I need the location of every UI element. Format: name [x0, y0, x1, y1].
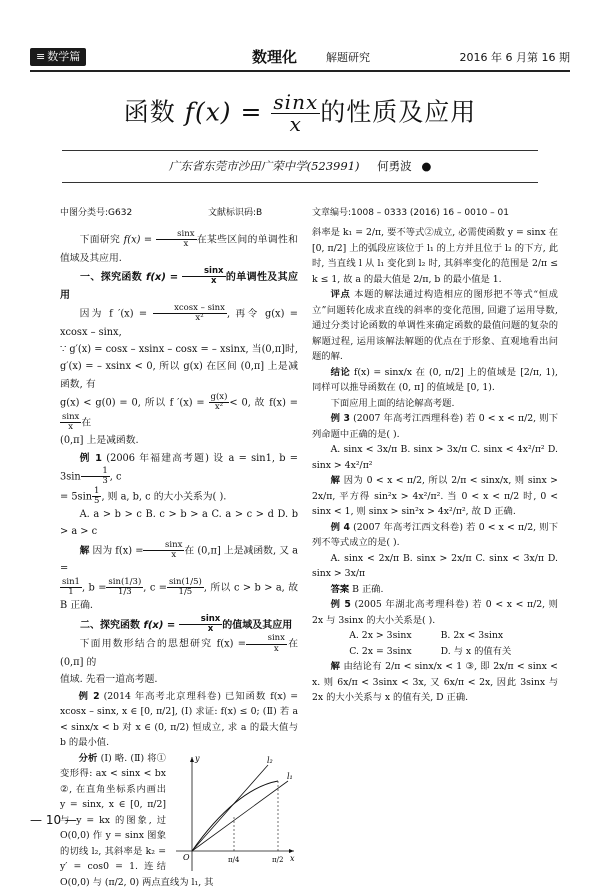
ex1-label: 例 1	[79, 452, 102, 464]
sec2-frac	[179, 615, 223, 635]
sec1p3-frac2-den: x	[68, 421, 74, 432]
sec1p1-t1: , 再令 g(x) = xcosx – sinx,	[60, 308, 298, 338]
ex1b-t1: , 则 a, b, c 的大小关系为( ).	[101, 490, 227, 502]
sec2p1-frac-den: x	[273, 643, 279, 654]
sec1p3-t0: g(x) < g(0) = 0, 所以 f ′(x) =	[60, 397, 205, 409]
sec1-frac-num: sinx	[182, 267, 226, 277]
intro-frac	[156, 230, 197, 250]
sec2-t1: 的值域及其应用	[222, 619, 293, 631]
journal-title: 数理化	[252, 48, 298, 66]
title-numerator: sinx	[273, 90, 319, 114]
sec1p1-frac-num: xcosx – sinx	[153, 304, 227, 314]
ex5-option-c: C. 2x = 3sinx	[349, 645, 412, 657]
example-4-options: A. sinx < 2x/π B. sinx > 2x/π C. sinx < 3x/π D. sinx > 3x/π	[312, 552, 558, 579]
sol1b-frac1-num: sin1	[62, 576, 80, 587]
sec1-frac-den: x	[211, 276, 217, 287]
sol1-frac-num: sinx	[143, 541, 184, 551]
label-l2: l₂	[267, 755, 273, 765]
intro-frac-num: sinx	[156, 230, 197, 240]
example-1-cont	[60, 487, 298, 507]
ex5-option-a: A. 2x > 3sinx	[349, 630, 412, 641]
sol1b-t1: , c =	[143, 582, 167, 594]
sec1-t0: 一、探究函数	[80, 271, 146, 283]
title-suffix: 的性质及应用	[320, 97, 477, 127]
sec2-paragraph-1	[60, 634, 298, 671]
sec1p3-frac2-num: sinx	[62, 411, 80, 422]
intro-frac-den: x	[183, 239, 189, 250]
ex4-label: 例 4	[330, 521, 350, 533]
ex2-text: (2014 年高考北京理科卷) 已知函数 f(x) = xcosx – sinx, x ∈ [0, π/2], (Ⅰ) 求证: f(x) ≤ 0; (Ⅱ) 若 a < sinx/x < b 对 x ∈ (0, π/2) 恒成立, 求 a 的最大值与 b 的最小值.	[60, 690, 298, 749]
sec1p1-frac	[153, 304, 227, 324]
issue-date: 2016 年 6 月第 16 期	[459, 51, 570, 64]
author-affiliation: 广东省东莞市沙田广荣中学(523991)	[168, 159, 360, 173]
label-y: y	[195, 753, 200, 763]
conclusion-label: 结论	[330, 366, 351, 378]
ex1-t0: (2006 年福建高考题) 设 a = sin1, b = 3sin	[60, 452, 298, 483]
sec1p1-frac-den: x²	[195, 313, 204, 324]
example-2	[60, 689, 298, 751]
sol1-frac	[143, 541, 184, 561]
tangent-line-l2	[192, 765, 268, 851]
sec1p1-t0: 因为 f ′(x) =	[79, 308, 148, 320]
left-column	[60, 230, 298, 890]
section-heading-1	[60, 267, 298, 304]
example-5-options-row2	[312, 644, 558, 660]
ex4-text: (2007 年高考江西文科卷) 若 0 < x < π/2, 则下列不等式成立的是( ).	[312, 521, 558, 548]
ex5-option-d: D. 与 x 的值有关	[440, 645, 512, 657]
sec2-frac-den: x	[207, 624, 214, 635]
ex3-label: 例 3	[330, 413, 350, 424]
solution-3	[312, 473, 558, 520]
conclusion-text: f(x) = sinx/x 在 (0, π/2] 上的值域是 [2/π, 1), 同样可以推导函数在 (0, π] 的值域是 [0, 1).	[312, 366, 558, 393]
tick-half-pi: π/2	[272, 855, 284, 864]
clc-number: 中图分类号:G632	[60, 208, 133, 218]
divider-bottom	[62, 182, 538, 183]
example-1	[60, 450, 298, 487]
sol5-label: 解	[330, 661, 341, 672]
article-title	[0, 92, 600, 135]
sine-curve	[192, 781, 278, 851]
sec1-paragraph-1	[60, 304, 298, 341]
title-fx: f(x) =	[184, 97, 263, 127]
sec1-paragraph-3	[60, 393, 298, 432]
intro-t1: 在某些区间的单调性和值域及其应用.	[60, 234, 298, 264]
y-axis-arrow	[190, 757, 194, 762]
analysis	[60, 751, 298, 890]
sine-figure	[170, 751, 298, 873]
solution-1	[60, 541, 298, 578]
document-code: 文献标识码:B	[208, 208, 263, 218]
sec1p3-t2: 在	[81, 416, 92, 428]
section-heading-2	[60, 615, 298, 635]
sec2p1-t0: 下面用数形结合的思想研究 f(x) =	[79, 638, 246, 650]
tick-quarter-pi: π/4	[228, 855, 240, 864]
ex1-frac1-num: 1	[81, 467, 110, 477]
ex5-label: 例 5	[330, 599, 351, 610]
sol1b-frac3-den: 1/5	[178, 587, 193, 598]
analysis-label: 分析	[78, 752, 98, 764]
ex1-frac1	[81, 467, 110, 487]
label-origin: O	[183, 852, 190, 862]
example-5	[312, 597, 558, 628]
page-number: — 10 —	[30, 813, 77, 827]
sol3-text: 因为 0 < x < π/2, 所以 2/π < sinx/x, 则 sinx > 2x/π, 平方得 sin²x > 4x²/π². 当 0 < x < π/2 时, 0 < sinx < 1, 则 sinx > sin²x > 4x²/π², 故 D 正确.	[312, 475, 558, 517]
review-text: 本题的解法通过构造相应的图形把不等式“恒成立”问题转化成求直线的斜率的变化范围, 回避了运用导数, 通过分类讨论函数的单调性来确定函数的最值问题的复杂的解题过程, 运用该解法解题的优点在于形象、直观地看出问题的解.	[312, 289, 558, 362]
answer-4	[312, 582, 558, 598]
right-paragraph-1: 斜率是 k₁ = 2/π, 要不等式②成立, 必需使函数 y = sinx 在 [0, π/2] 上的弧段应该位于 l₁ 的上方并且位于 l₂ 的下方, 此时, 当直线 l 从 l₁ 变化到 l₂ 时, 其斜率变化的范围是 2/π ≤ k ≤ 1, 故 a 的最大值是 2/π, b 的最小值是 1.	[312, 227, 558, 285]
conclusion-followup: 下面应用上面的结论解高考题.	[330, 397, 455, 409]
ex5-option-b: B. 2x < 3sinx	[440, 630, 504, 641]
example-1-options: A. a > b > c B. c > b > a C. a > c > d D. b > a > c	[60, 509, 298, 538]
example-3	[312, 411, 558, 442]
sec2p1-frac	[246, 634, 287, 654]
author-name: 何勇波	[377, 159, 412, 173]
sec1-fx: f(x) =	[145, 271, 179, 283]
author-line	[0, 158, 600, 174]
divider-top	[62, 150, 538, 151]
sec2-frac-num: sinx	[179, 615, 223, 625]
sol1b-t0: , b =	[81, 582, 107, 594]
sec2-paragraph-2: 值域. 先看一道高考题.	[60, 674, 158, 686]
sec1p3-frac1	[209, 393, 230, 413]
article-number: 文章编号:1008 – 0333 (2016) 16 – 0010 – 01	[312, 208, 509, 218]
sec2-t0: 二、探究函数	[80, 619, 144, 631]
sec2-fx: f(x) =	[143, 619, 176, 631]
sol1-t1: 在 (0,π] 上是减函数, 又 a =	[60, 545, 298, 575]
ex1b-t0: = 5sin	[60, 490, 93, 502]
section-badge: ≡ 数学篇	[30, 48, 86, 66]
intro-paragraph	[60, 230, 298, 267]
review-label: 评点	[330, 289, 351, 300]
sol1b-frac1	[60, 578, 82, 598]
sine-graph	[170, 751, 298, 873]
sol3-label: 解	[330, 475, 341, 486]
sec1p3-frac2	[60, 413, 81, 433]
solution-1-cont	[60, 578, 298, 615]
ex3-text: (2007 年高考江西理科卷) 若 0 < x < π/2, 则下列命题中正确的是( ).	[312, 413, 558, 440]
example-4	[312, 520, 558, 551]
bullet-icon: ●	[421, 159, 432, 173]
title-denominator: x	[289, 112, 302, 136]
sol1-label: 解	[79, 545, 90, 557]
intro-fx: f(x) =	[123, 234, 153, 246]
ex2-label: 例 2	[78, 690, 100, 702]
sec2p1-t1: 在 (0,π] 的	[60, 638, 299, 669]
sol1-frac-den: x	[171, 550, 177, 561]
solution-5	[312, 659, 558, 706]
sec1p3-frac1-den: x²	[214, 402, 224, 413]
journal-header	[30, 46, 570, 72]
example-5-options-row1	[312, 628, 558, 644]
sol1b-frac2-num: sin(1/3)	[108, 576, 142, 587]
sol1b-t2: , 所以 c > b > a, 故 B 正确.	[60, 582, 298, 612]
ex1-t1: , c	[109, 471, 122, 483]
label-l1: l₁	[287, 771, 293, 781]
title-fraction	[271, 92, 320, 135]
x-axis-arrow	[289, 849, 294, 853]
sol1b-frac2-den: 1/3	[118, 587, 132, 598]
sol1b-frac3-num: sin(1/5)	[168, 576, 202, 587]
ex1-frac2-den: 5	[94, 495, 100, 506]
analysis-text: (Ⅰ) 略. (Ⅱ) 将①变形得: ax < sinx < bx ②, 在直角坐标系内画出 y = sinx, x ∈ [0, π/2] 与 y = kx 的图象, 过 O(0,0) 作 y = sinx 图象的切线 l₂, 其斜率是 k₂ = y′ = cos0 = 1. 连结 O(0,0) 与 (π/2, 0) 两点直线为 l₁, 其	[60, 752, 214, 888]
sol5-text: 由结论有 2/π < sinx/x < 1 ③, 即 2x/π < sinx < x. 则 6x/π < 3sinx < 3x, 又 6x/π < 2x, 因此 3sinx 与 2x 的大小关系与 x 的值有关, D 正确.	[312, 661, 558, 703]
ex1-frac1-den: 3	[102, 476, 108, 487]
review	[312, 287, 558, 365]
ans4-text: B 正确.	[352, 583, 384, 595]
sec2p1-frac-num: sinx	[246, 634, 287, 644]
sec1-frac	[182, 267, 226, 287]
secant-line-l1	[192, 781, 288, 851]
sec1p3-t1: < 0, 故 f(x) =	[229, 397, 298, 409]
sec1-paragraph-4: (0,π] 上是减函数.	[60, 435, 139, 447]
conclusion	[312, 365, 558, 396]
sol1b-frac2	[106, 578, 143, 598]
example-3-options: A. sinx < 3x/π B. sinx > 3x/π C. sinx < 4x²/π² D. sinx > 4x²/π²	[312, 444, 558, 471]
label-x: x	[290, 853, 295, 863]
sol1b-frac1-den: 1	[68, 587, 74, 598]
ex1-frac2-num: 1	[94, 485, 100, 496]
sol1-t0: 因为 f(x) =	[92, 545, 144, 557]
sec1p3-frac1-num: g(x)	[210, 391, 228, 402]
sec1-paragraph-2: ∵ g′(x) = cosx – xsinx – cosx = – xsinx, 当(0,π]时, g′(x) = – xsinx < 0, 所以 g(x) 在区间 (0,π] 上是减函数, 有	[60, 343, 298, 390]
intro-t0: 下面研究	[79, 234, 124, 246]
ex5-text: (2005 年湖北高考理科卷) 若 0 < x < π/2, 则 2x 与 3sinx 的大小关系是( ).	[312, 599, 558, 626]
sol1b-frac3	[167, 578, 204, 598]
journal-section: 解题研究	[326, 51, 370, 64]
title-prefix: 函数	[123, 97, 185, 127]
sec1-t1: 的单调性及其应用	[60, 271, 299, 301]
right-column	[312, 225, 558, 706]
ans4-label: 答案	[330, 583, 350, 595]
